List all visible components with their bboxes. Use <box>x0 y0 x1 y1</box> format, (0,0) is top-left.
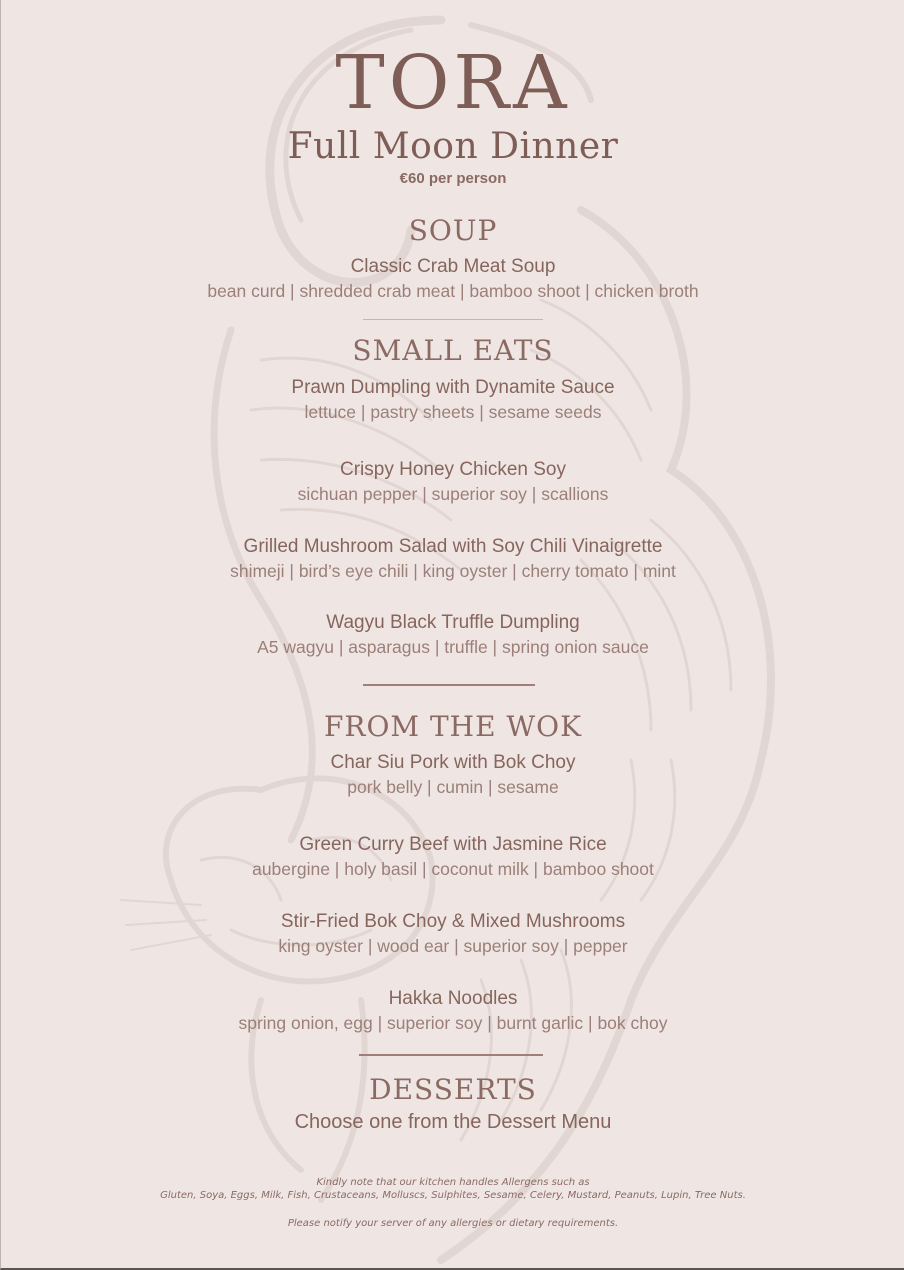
dish-name: Crispy Honey Chicken Soy <box>340 459 566 480</box>
menu-title: Full Moon Dinner <box>287 126 619 167</box>
section-title-small-eats: SMALL EATS <box>352 334 554 367</box>
dish-name: Hakka Noodles <box>388 988 518 1009</box>
dish-description: aubergine | holy basil | coconut milk | bamboo shoot <box>252 859 654 879</box>
dish-name: Green Curry Beef with Jasmine Rice <box>299 834 607 855</box>
dish-description: shimeji | bird’s eye chili | king oyster | cherry tomato | mint <box>230 561 676 581</box>
section-title-desserts: DESSERTS <box>369 1073 537 1106</box>
dietary-note: Please notify your server of any allergies or dietary requirements. <box>287 1218 619 1229</box>
dish-description: pork belly | cumin | sesame <box>347 777 559 797</box>
dish-name: Choose one from the Dessert Menu <box>294 1111 612 1133</box>
dish-description: bean curd | shredded crab meat | bamboo shoot | chicken broth <box>207 281 699 301</box>
dish-description: sichuan pepper | superior soy | scallions <box>297 484 609 504</box>
brand-logo: TORA <box>335 40 571 126</box>
dish-name: Prawn Dumpling with Dynamite Sauce <box>291 377 615 398</box>
section-divider <box>359 1054 543 1056</box>
dish-name: Char Siu Pork with Bok Choy <box>330 752 576 773</box>
dish-description: spring onion, egg | superior soy | burnt garlic | bok choy <box>238 1013 668 1033</box>
section-title-from-the-wok: FROM THE WOK <box>323 710 583 743</box>
allergen-list: Gluten, Soya, Eggs, Milk, Fish, Crustaceans, Molluscs, Sulphites, Sesame, Celery, Mustard, Peanuts, Lupin, Tree Nuts. <box>160 1190 746 1201</box>
dish-name: Wagyu Black Truffle Dumpling <box>326 612 580 633</box>
dish-name: Grilled Mushroom Salad with Soy Chili Vinaigrette <box>243 536 663 557</box>
dish-description: A5 wagyu | asparagus | truffle | spring onion sauce <box>257 637 649 657</box>
section-title-soup: SOUP <box>408 214 498 247</box>
dish-name: Classic Crab Meat Soup <box>350 256 556 277</box>
menu-price: €60 per person <box>399 170 507 187</box>
allergen-note: Kindly note that our kitchen handles Allergens such as <box>316 1177 590 1188</box>
dish-description: lettuce | pastry sheets | sesame seeds <box>304 402 602 422</box>
section-divider <box>363 684 535 686</box>
section-divider <box>363 319 543 320</box>
dish-name: Stir-Fried Bok Choy & Mixed Mushrooms <box>280 911 626 932</box>
dish-description: king oyster | wood ear | superior soy | pepper <box>278 936 628 956</box>
